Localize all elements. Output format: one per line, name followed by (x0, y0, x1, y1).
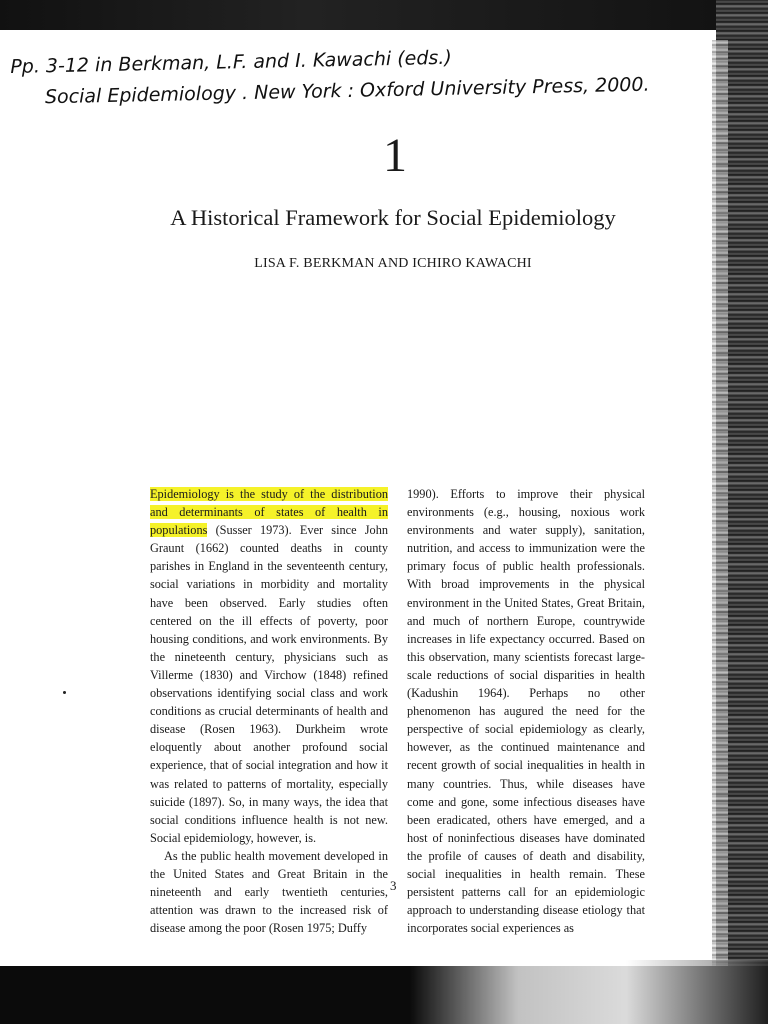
scan-bottom-fade (410, 960, 768, 1024)
right-paragraph-1: 1990). Efforts to improve their physical environments (e.g., housing, noxious work environments and water supply), sanitation, nutrition, and access to immunization were the primary focus of public health professionals. With broad improvements in the physical environment in the United States, Great Britain, and much of northern Europe, countrywide increases in life expectancy occurred. Based on this observation, many scientists forecast large-scale reductions of social disparities in health (Kadushin 1964). Perhaps no other phenomenon has augured the need for the perspective of social epidemiology as clearly, however, as the continued maintenance and recent growth of social inequalities in health in many countries. Thus, while diseases have come and gone, some infectious diseases have been eradicated, others have emerged, and a host of noninfectious diseases have dominated the profile of causes of death and disability, social inequalities in health remain. These persistent patterns call for an epidemiologic approach to understanding disease etiology that incorporates social experiences as (407, 487, 645, 936)
chapter-number: 1 (383, 129, 407, 182)
chapter-authors: LISA F. BERKMAN AND ICHIRO KAWACHI (254, 256, 532, 271)
body-column-left (150, 485, 388, 937)
handwritten-line-1: Pp. 3-12 in Berkman, L.F. and I. Kawachi (eds.) (10, 46, 452, 78)
handwritten-line-2: Social Epidemiology . New York : Oxford University Press, 2000. (44, 73, 650, 109)
left-paragraph-1-text: (Susser 1973). Ever since John Graunt (1662) counted deaths in county parishes in England in the seventeenth century, social variations in morbidity and mortality have been observed. Early studies often centered on the ill effects of poverty, poor housing conditions, and work environments. By the nineteenth century, physicians such as Villerme (1830) and Virchow (1848) refined observations identifying social class and work conditions as crucial determinants of health and disease (Rosen 1963). Durkheim wrote eloquently about another profound social experience, that of social integration and how it was related to patterns of mortality, especially suicide (1897). So, in many ways, the idea that social conditions influence health is not new. Social epidemiology, however, is. (150, 523, 388, 845)
page-number: 3 (390, 878, 397, 893)
handwritten-citation (10, 38, 661, 114)
chapter-title: A Historical Framework for Social Epidemiology (170, 205, 616, 230)
body-column-right (407, 485, 645, 937)
highlighted-definition: Epidemiology is the study of the distribution and determinants of states of health in populations (150, 487, 388, 538)
scan-top-edge (0, 0, 768, 30)
left-paragraph-2: As the public health movement developed in the United States and Great Britain in the nineteenth and early twentieth centuries, attention was drawn to the increased risk of disease among the poor (Rosen 1975; Duffy (150, 848, 388, 936)
margin-mark (63, 691, 66, 694)
left-paragraph-1 (150, 485, 388, 847)
